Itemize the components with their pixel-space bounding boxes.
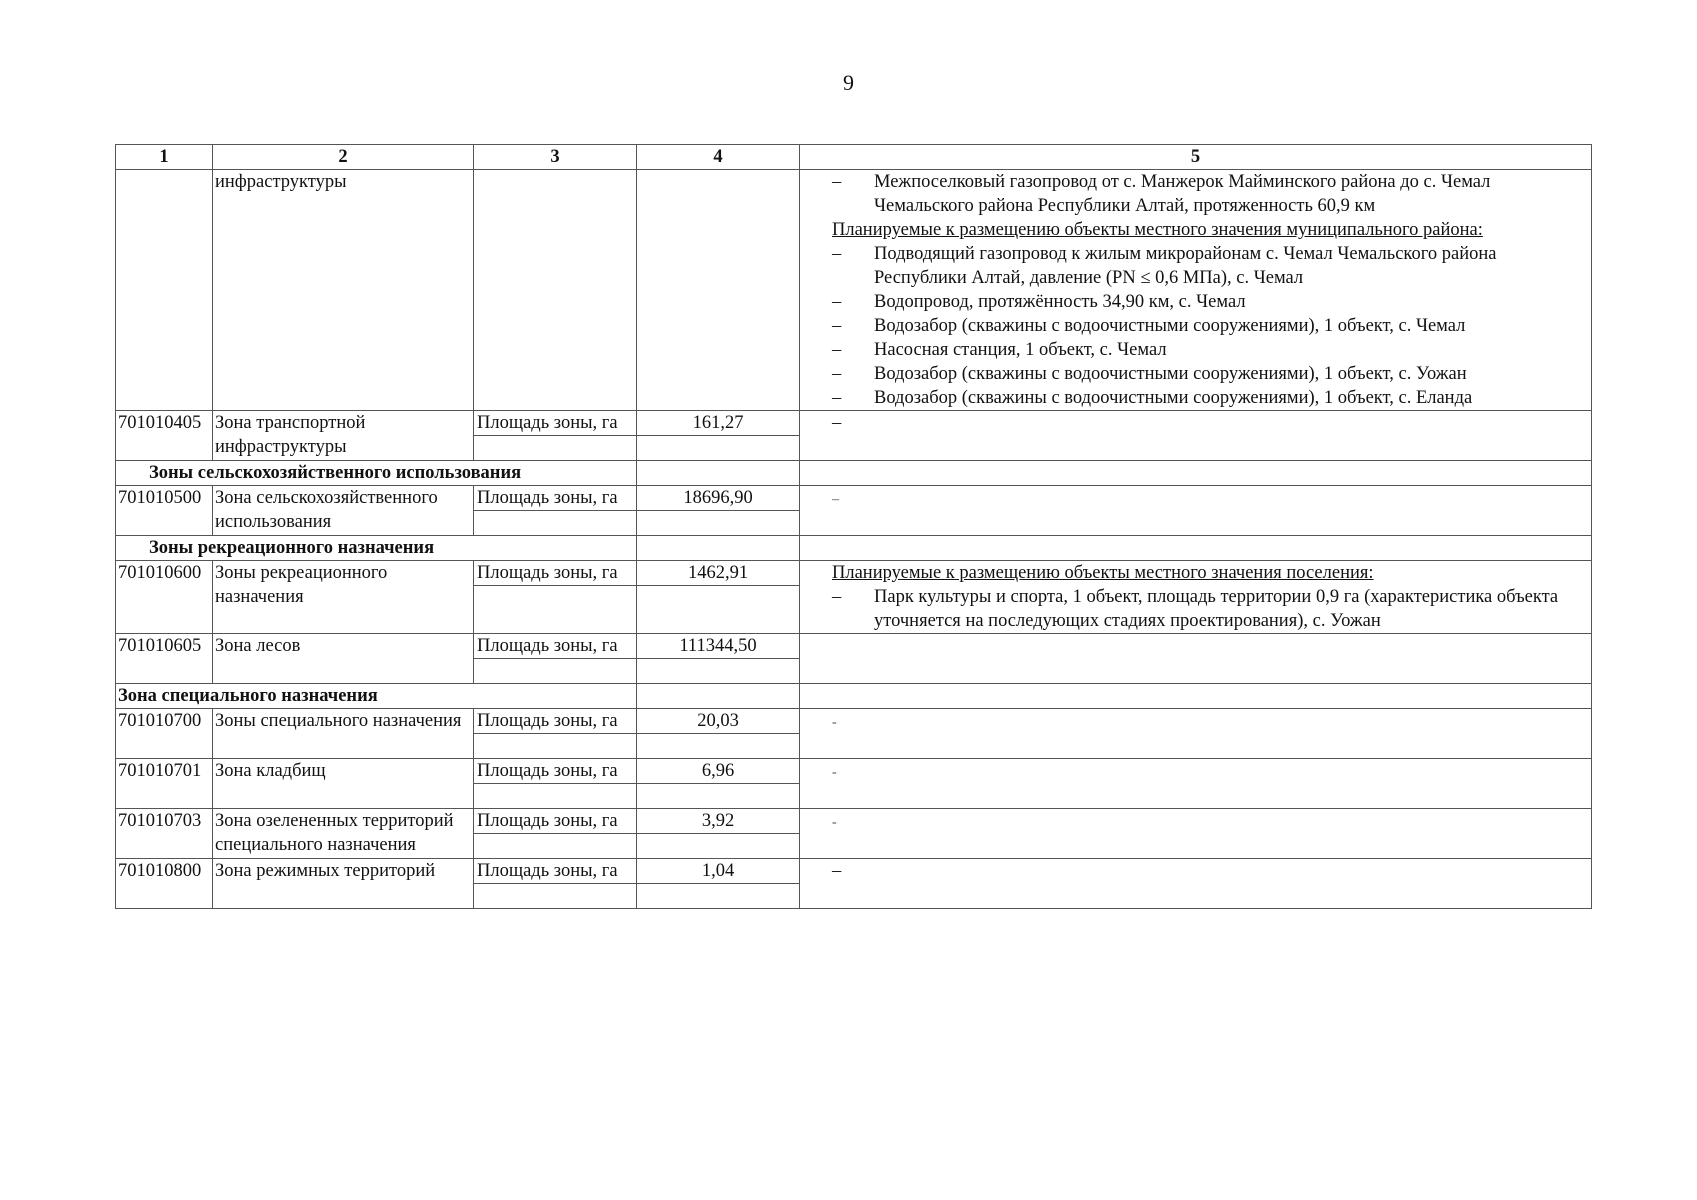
header-col-1: 1 <box>116 145 213 169</box>
zone-name: Зона лесов <box>213 634 474 683</box>
zone-value: 3,92 <box>637 809 799 834</box>
zone-name: Зона транспортной инфраструктуры <box>213 411 474 460</box>
zone-value: 1462,91 <box>637 561 799 586</box>
list-item: – Водозабор (скважины с водоочистными сооружениями), 1 объект, с. Еланда <box>832 388 1473 408</box>
dash-marker: – <box>832 861 842 881</box>
header-col-4: 4 <box>637 145 800 169</box>
list-item: – Межпоселковый газопровод от с. Манжерок Майминского района до с. Чемал Чемальского района Республики Алтай, протяженность 60,9 км <box>832 172 1491 216</box>
zone-value: 1,04 <box>637 859 799 884</box>
objects-heading: Планируемые к размещению объекты местного значения поселения: <box>832 563 1374 583</box>
dash-marker: – <box>832 587 842 607</box>
table-row <box>116 808 1591 858</box>
list-item: – Водозабор (скважины с водоочистными сооружениями), 1 объект, с. Уожан <box>832 364 1467 384</box>
dash-marker: – <box>832 292 842 312</box>
list-item: – Водозабор (скважины с водоочистными сооружениями), 1 объект, с. Чемал <box>832 316 1466 336</box>
zone-value: 6,96 <box>637 759 799 784</box>
zone-name: Зона озелененных территорий специального назначения <box>213 809 474 858</box>
section-row <box>116 535 1591 560</box>
dash-marker: – <box>832 364 842 384</box>
zone-param: Площадь зоны, га <box>474 634 636 659</box>
zone-param: Площадь зоны, га <box>474 411 636 436</box>
zone-value: 161,27 <box>637 411 799 436</box>
zone-code: 701010703 <box>116 809 213 858</box>
header-col-5: 5 <box>1190 147 1201 167</box>
zones-table <box>115 144 1592 909</box>
zone-name: Зоны специального назначения <box>213 709 474 758</box>
dash-marker: - <box>832 765 837 780</box>
zone-name: Зоны рекреационного назначения <box>213 561 474 633</box>
table-row <box>116 169 1591 410</box>
zone-param: Площадь зоны, га <box>474 759 636 784</box>
zone-objects <box>800 170 1591 410</box>
zone-value: 111344,50 <box>637 634 799 659</box>
list-item: – Подводящий газопровод к жилым микрорайонам с. Чемал Чемальского района Республики Алтай, давление (PN ≤ 0,6 МПа), с. Чемал <box>832 244 1497 288</box>
table-row <box>116 560 1591 633</box>
zone-objects <box>800 561 1591 633</box>
table-row <box>116 410 1591 460</box>
zone-code: 701010701 <box>116 759 213 808</box>
section-title: Зона специального назначения <box>116 684 637 708</box>
table-row <box>116 633 1591 683</box>
zone-code: 701010800 <box>116 859 213 908</box>
section-row <box>116 460 1591 485</box>
dash-marker: – <box>832 340 842 360</box>
zone-name: инфраструктуры <box>213 170 474 410</box>
zone-code: 701010700 <box>116 709 213 758</box>
table-row <box>116 485 1591 535</box>
zone-name: Зона кладбищ <box>213 759 474 808</box>
header-col-3: 3 <box>474 145 637 169</box>
zone-name: Зона режимных территорий <box>213 859 474 908</box>
zone-param: Площадь зоны, га <box>474 561 636 586</box>
section-row <box>116 683 1591 708</box>
zone-code: 701010605 <box>116 634 213 683</box>
dash-marker: – <box>832 172 842 192</box>
table-row <box>116 708 1591 758</box>
zone-name: Зона сельскохозяйственного использования <box>213 486 474 535</box>
page-number: 9 <box>843 70 854 95</box>
dash-marker: – <box>832 492 839 507</box>
zone-param: Площадь зоны, га <box>474 709 636 734</box>
zone-code: 701010500 <box>116 486 213 535</box>
zone-value: 18696,90 <box>637 486 799 511</box>
list-item: – Водопровод, протяжённость 34,90 км, с. Чемал <box>832 292 1246 312</box>
table-row <box>116 758 1591 808</box>
table-row <box>116 858 1591 908</box>
zone-value: 20,03 <box>637 709 799 734</box>
zone-param: Площадь зоны, га <box>474 859 636 884</box>
header-col-2: 2 <box>213 145 474 169</box>
section-title: Зоны рекреационного назначения <box>116 536 637 560</box>
zone-code: 701010405 <box>116 411 213 460</box>
list-item: – Парк культуры и спорта, 1 объект, площадь территории 0,9 га (характеристика объекта уточняется на последующих стадиях проектирования), с. Уожан <box>832 587 1559 631</box>
dash-marker: - <box>832 715 837 730</box>
list-item: – Насосная станция, 1 объект, с. Чемал <box>832 340 1167 360</box>
zone-code: 701010600 <box>116 561 213 633</box>
dash-marker: – <box>832 388 842 408</box>
objects-heading: Планируемые к размещению объекты местного значения муниципального района: <box>832 220 1483 240</box>
table-header-row <box>116 145 1591 169</box>
section-title: Зоны сельскохозяйственного использования <box>116 461 637 485</box>
dash-marker: – <box>832 316 842 336</box>
dash-marker: - <box>832 815 837 830</box>
zone-param: Площадь зоны, га <box>474 809 636 834</box>
zone-param: Площадь зоны, га <box>474 486 636 511</box>
dash-marker: – <box>832 244 842 264</box>
dash-marker: – <box>832 413 842 433</box>
